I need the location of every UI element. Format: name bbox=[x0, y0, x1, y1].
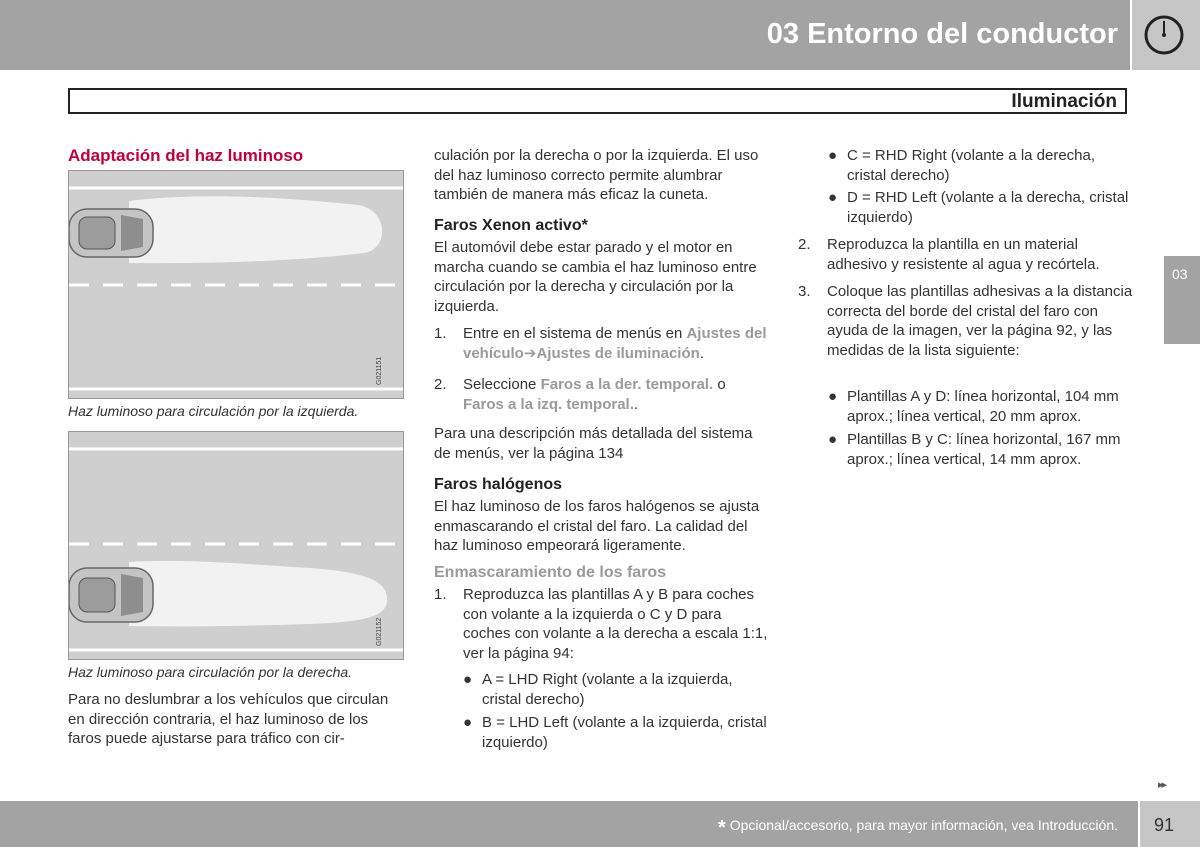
bullet-text: Plantillas B y C: línea horizontal, 167 mm aprox.; línea vertical, 14 mm aprox. bbox=[847, 431, 1121, 468]
masking-step-1-text: Reproduzca las plantillas A y B para coches con volante a la izquierda o C y D para coches con volante a la derecha a escala 1:1, ver la página 94: bbox=[463, 586, 768, 662]
bullet-template-c bbox=[828, 146, 1133, 186]
side-tab-label: 03 bbox=[1172, 266, 1188, 282]
xenon-text: El automóvil debe estar parado y el motor en marcha cuando se cambia el haz luminoso entre circulación por la derecha y circulación por la izquierda. bbox=[434, 239, 757, 315]
step-number: 1. bbox=[434, 325, 447, 342]
footer-note bbox=[718, 817, 1118, 840]
page-number: 91 bbox=[1154, 815, 1175, 835]
figure-caption-right: Haz luminoso para circulación por la derecha. bbox=[68, 664, 353, 680]
menu-reference-text: Para una descripción más detallada del sistema de menús, ver la página 134 bbox=[434, 425, 753, 462]
next-page-arrow-icon[interactable]: ▸▸ bbox=[1158, 779, 1166, 791]
bullet-text: D = RHD Left (volante a la derecha, cristal izquierdo) bbox=[847, 189, 1129, 226]
intro-paragraph: Para no deslumbrar a los vehículos que circulan en dirección contraria, el haz luminoso de los faros puede ajustarse para tráfico con cir- bbox=[68, 691, 389, 747]
masking-step-3-text: Coloque las plantillas adhesivas a la distancia correcta del borde del cristal del faro con ayuda de la imagen, ver la página 92, y las medidas de la lista siguiente: bbox=[827, 283, 1133, 359]
step-number: 3. bbox=[798, 283, 811, 300]
menu-link-lighting-settings[interactable]: Ajustes de iluminación bbox=[536, 344, 700, 362]
figure-left-traffic bbox=[68, 170, 404, 399]
section-heading: Adaptación del haz luminoso bbox=[68, 146, 304, 165]
bullet-text: B = LHD Left (volante a la izquierda, cristal izquierdo) bbox=[482, 714, 767, 751]
figure-right-traffic bbox=[68, 431, 404, 660]
step-number: 2. bbox=[798, 236, 811, 253]
figure-caption-left: Haz luminoso para circulación por la izquierda. bbox=[68, 403, 359, 419]
asterisk: * bbox=[718, 817, 726, 839]
halogen-heading: Faros halógenos bbox=[434, 476, 563, 493]
xenon-heading: Faros Xenon activo* bbox=[434, 217, 588, 234]
bullet-icon: ● bbox=[463, 714, 473, 731]
bullet-icon: ● bbox=[828, 189, 838, 206]
halogen-text: El haz luminoso de los faros halógenos se ajusta enmascarando el cristal del faro. La calidad del haz luminoso empeorará ligeramente. bbox=[434, 498, 760, 554]
step-2-text: Seleccione bbox=[463, 376, 537, 393]
bullet-icon: ● bbox=[828, 388, 838, 405]
menu-link-vehicle-settings[interactable]: Ajustes del vehículo bbox=[463, 325, 767, 362]
bullet-template-d bbox=[828, 188, 1133, 228]
menu-link-right-temporal[interactable]: Faros a la der. temporal. bbox=[540, 376, 714, 393]
arrow-right-icon: ➔ bbox=[523, 344, 537, 362]
xenon-step-2: 2. Seleccione Faros a la der. temporal. o Faros a la izq. temporal.. bbox=[434, 376, 726, 413]
bullet-icon: ● bbox=[828, 431, 838, 448]
masking-step-3 bbox=[798, 282, 1133, 382]
figure-code-1: G021151 bbox=[376, 356, 383, 385]
figure-code-2: G021152 bbox=[376, 617, 383, 646]
masking-step-2 bbox=[798, 235, 1133, 279]
menu-link-left-temporal[interactable]: Faros a la izq. temporal. bbox=[463, 395, 634, 413]
footer-note-text: Opcional/accesorio, para mayor información, vea Introducción. bbox=[729, 817, 1118, 833]
bullet-text: C = RHD Right (volante a la derecha, cristal derecho) bbox=[847, 147, 1096, 184]
bullet-text: Plantillas A y D: línea horizontal, 104 mm aprox.; línea vertical, 20 mm aprox. bbox=[847, 388, 1119, 425]
intro-continued: culación por la derecha o por la izquierda. El uso del haz luminoso correcto permite alumbrar también de manera más eficaz la cuneta. bbox=[434, 147, 759, 203]
section-title: Iluminación bbox=[1011, 91, 1117, 112]
step-number: 1. bbox=[434, 586, 447, 603]
bullet-templates-bc bbox=[828, 430, 1133, 470]
masking-step-2-text: Reproduzca la plantilla en un material adhesivo y resistente al agua y recórtela. bbox=[827, 236, 1100, 273]
chapter-side-tab bbox=[1164, 256, 1200, 344]
xenon-step-1: 1. Entre en el sistema de menús en Ajustes del vehículo➔Ajustes de iluminación. bbox=[434, 325, 767, 362]
masking-step-1 bbox=[434, 585, 769, 665]
bullet-templates-ad bbox=[828, 387, 1133, 427]
step-number: 2. bbox=[434, 376, 447, 393]
bullet-text: A = LHD Right (volante a la izquierda, cristal derecho) bbox=[482, 671, 733, 708]
bullet-icon: ● bbox=[828, 147, 838, 164]
speedometer-icon bbox=[1139, 12, 1189, 58]
bullet-template-a bbox=[463, 670, 769, 710]
masking-heading: Enmascaramiento de los faros bbox=[434, 564, 667, 581]
section-header-box bbox=[68, 88, 1127, 114]
step-1-text: Entre en el sistema de menús en bbox=[463, 325, 683, 342]
bullet-template-b bbox=[463, 713, 769, 753]
bullet-icon: ● bbox=[463, 671, 473, 688]
chapter-title: 03 Entorno del conductor bbox=[766, 18, 1118, 50]
